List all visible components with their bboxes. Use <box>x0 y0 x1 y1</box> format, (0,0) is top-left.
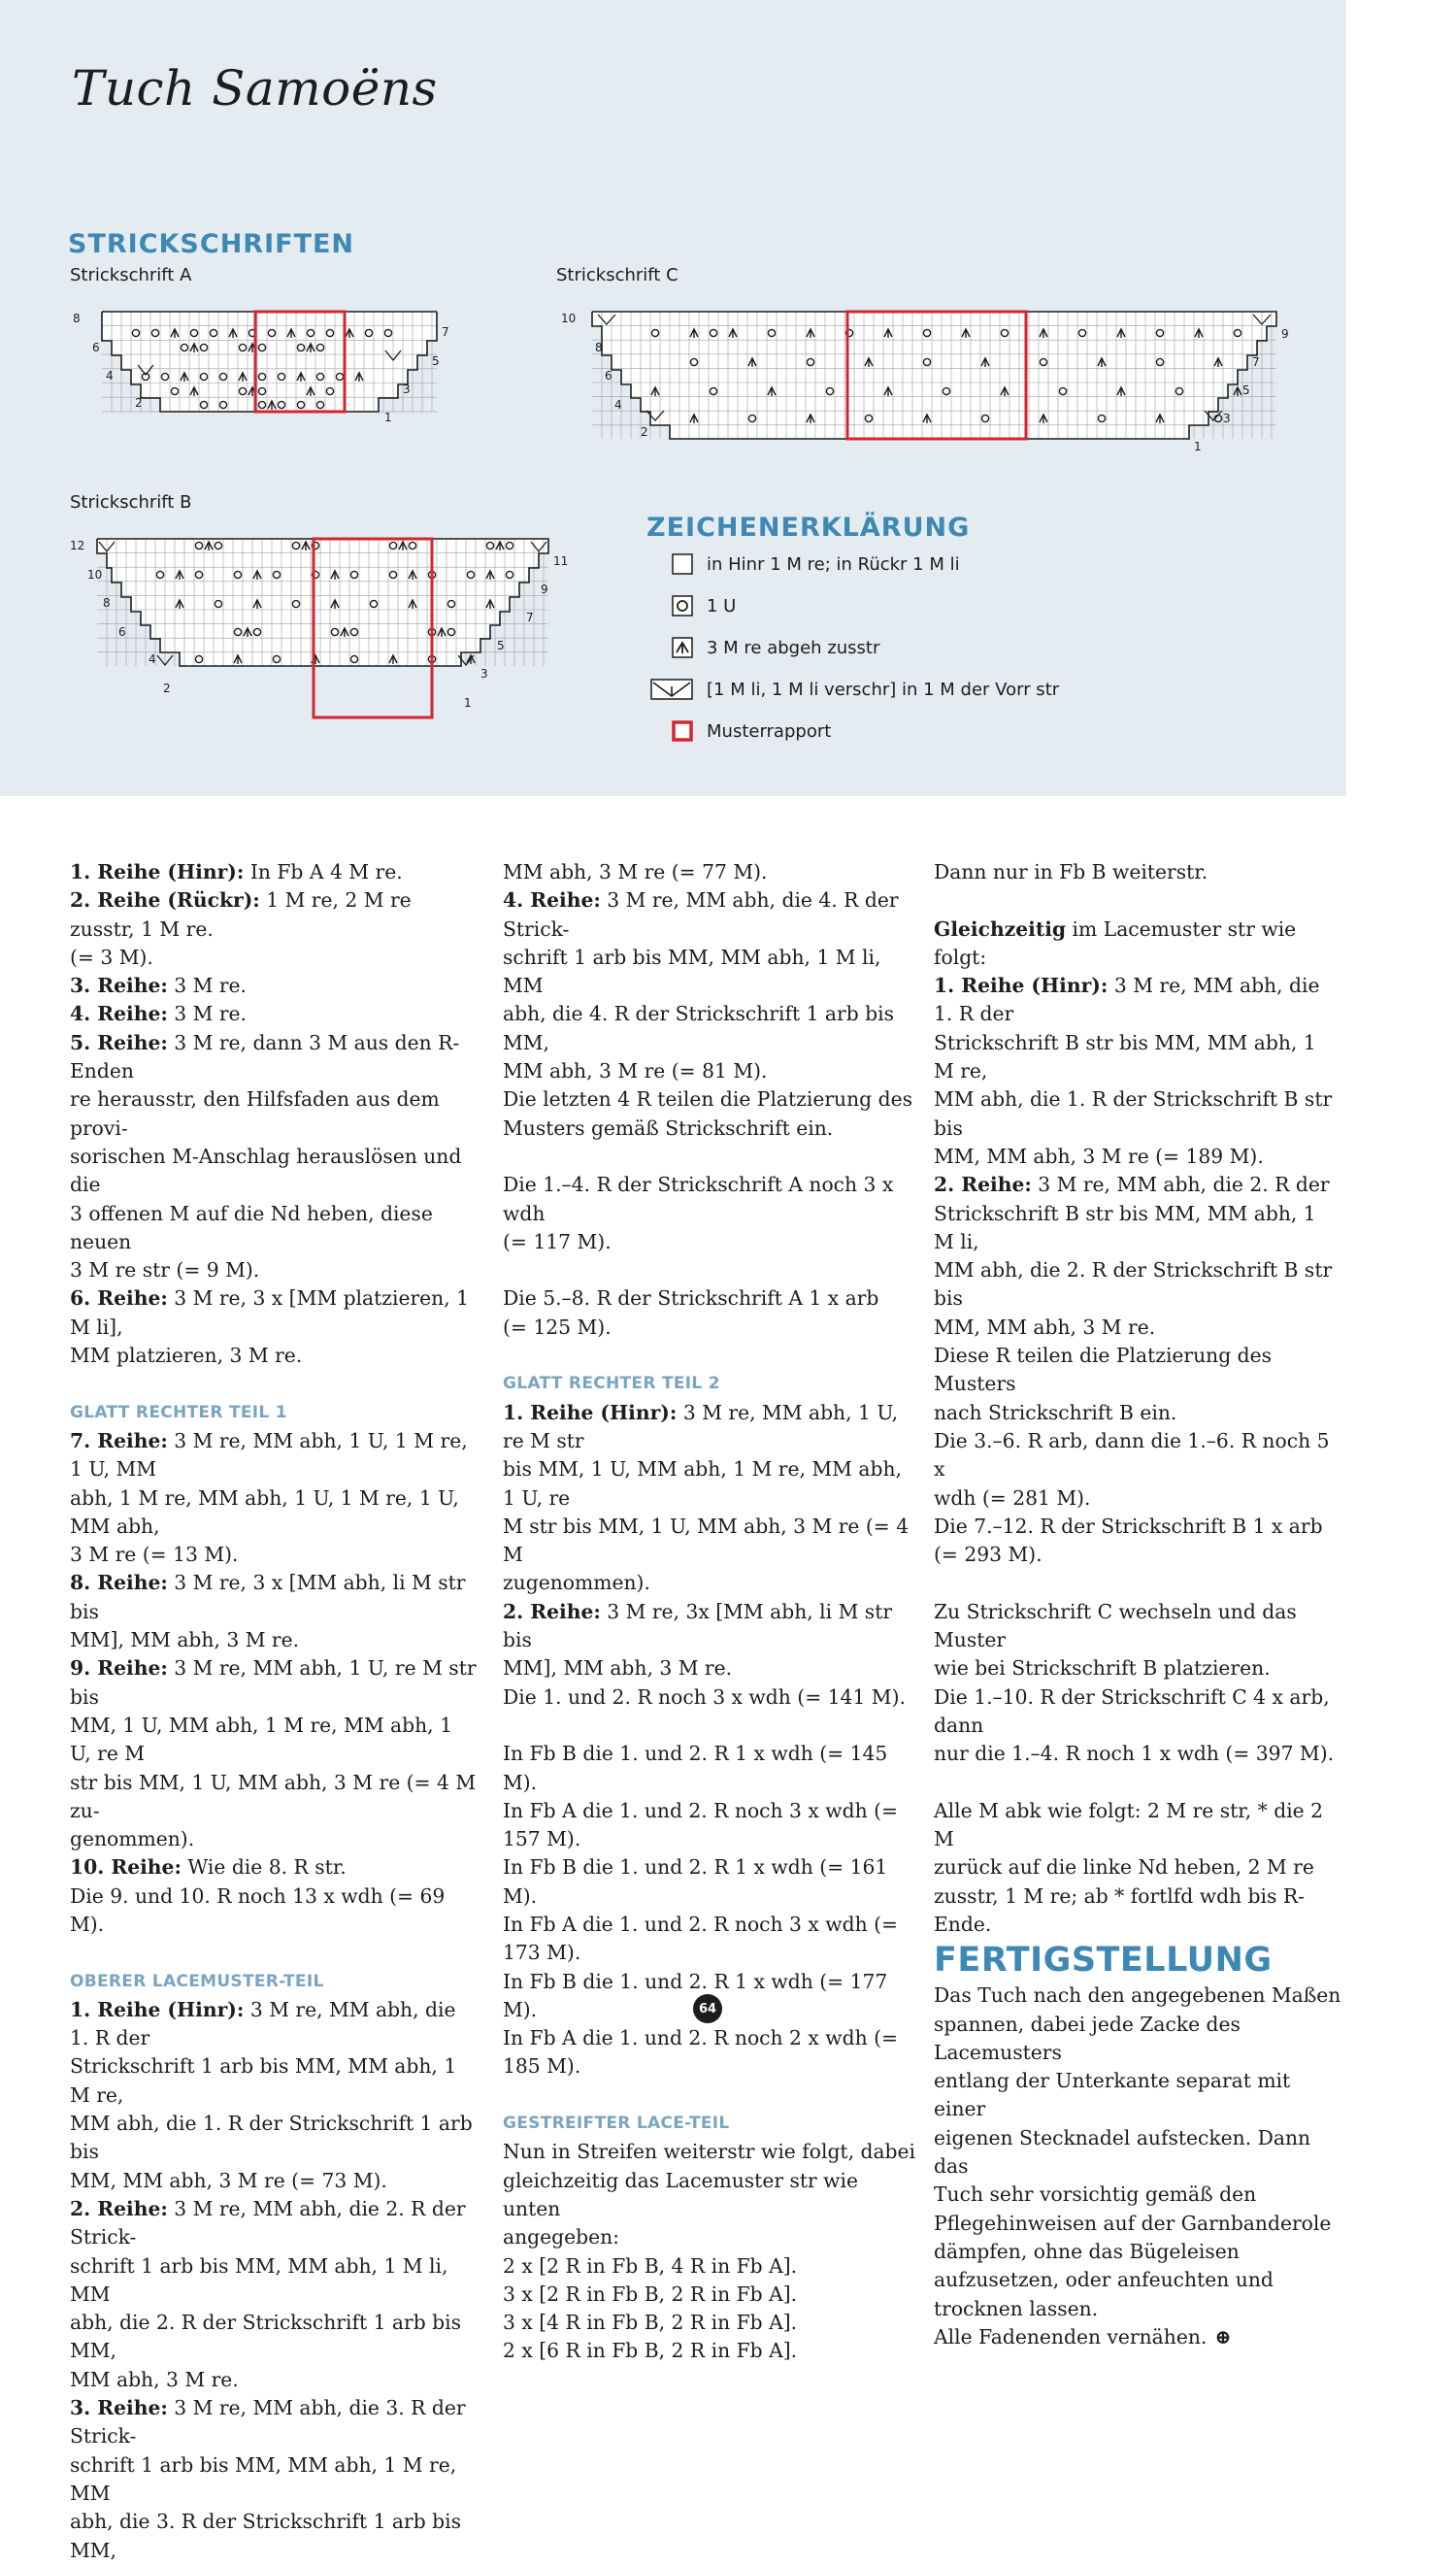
line-text: bis MM, 1 U, MM abh, 1 M re, MM abh, 1 U, re <box>503 1457 902 1510</box>
bold-lead: 2. Reihe: <box>70 2196 168 2220</box>
chart-a <box>68 309 456 435</box>
text-line <box>934 1427 1341 1484</box>
empty-square-icon <box>672 553 693 575</box>
line-text: entlang der Unterkante separat mit einer <box>934 2069 1291 2121</box>
section-subheading: GLATT RECHTER TEIL 2 <box>503 1374 720 1394</box>
text-line <box>70 2309 478 2366</box>
legend-item-knit <box>672 551 960 577</box>
line-text: zusstr, 1 M re; ab * fortlfd wdh bis R-Ende. <box>934 1883 1306 1936</box>
legend-item-increase <box>650 677 1059 702</box>
line-text: zugenommen). <box>503 1571 650 1595</box>
chart-a-row-3: 3 <box>403 383 411 396</box>
text-line <box>503 1115 920 1143</box>
line-text: MM abh, die 1. R der Strickschrift B str bis <box>934 1087 1333 1140</box>
text-line <box>70 2167 478 2195</box>
line-text: 3 M re, MM abh, die 2. R der Strick- <box>70 2196 466 2249</box>
text-line <box>503 2281 920 2309</box>
end-mark-icon: ⊕ <box>1214 2324 1232 2348</box>
text-line <box>503 1797 920 1854</box>
text-line <box>934 916 1341 973</box>
line-text: Diese R teilen die Platzierung des Musters <box>934 1344 1273 1396</box>
line-text: sorischen M-Anschlag herauslösen und die <box>70 1144 462 1197</box>
line-text: Die 1.–10. R der Strickschrift C 4 x arb, dann <box>934 1684 1330 1737</box>
line-text: Strickschrift B str bis MM, MM abh, 1 M re, <box>934 1030 1316 1083</box>
text-line <box>70 2110 478 2167</box>
text-line <box>503 1314 920 1342</box>
line-text: eigenen Stecknadel aufstecken. Dann das <box>934 2125 1311 2179</box>
text-line <box>503 2167 920 2224</box>
text-line <box>70 858 478 886</box>
legend-label: Musterrapport <box>707 720 832 742</box>
chart-c-row-8: 8 <box>595 341 603 354</box>
line-text: genommen). <box>70 1827 195 1851</box>
chart-c-row-4: 4 <box>614 398 622 412</box>
line-text: MM], MM abh, 3 M re. <box>70 1628 300 1652</box>
line-text: trocknen lassen. <box>934 2296 1099 2320</box>
text-line <box>70 1256 478 1284</box>
chart-b-row-9: 9 <box>541 583 548 596</box>
text-line <box>70 886 478 944</box>
line-text: Wie die 8. R str. <box>181 1855 347 1880</box>
line-text: abh, die 4. R der Strickschrift 1 arb bis MM, <box>503 1002 895 1054</box>
decrease-icon <box>672 637 693 658</box>
section-subheading: GLATT RECHTER TEIL 1 <box>70 1402 287 1422</box>
line-text: (= 117 M). <box>503 1229 612 1253</box>
line-text: 3 M re, 3 x [MM abh, li M str bis <box>70 1571 466 1623</box>
line-text: nach Strickschrift B ein. <box>934 1400 1177 1424</box>
line-text: abh, die 3. R der Strickschrift 1 arb bis MM, <box>70 2510 462 2562</box>
text-line <box>934 1541 1341 1569</box>
line-text: Das Tuch nach den angegebenen Maßen <box>934 1983 1341 2008</box>
line-text: wie bei Strickschrift B platzieren. <box>934 1656 1271 1681</box>
text-line <box>934 1982 1341 2010</box>
text-line <box>70 2195 478 2252</box>
text-line <box>934 2295 1341 2323</box>
text-line <box>503 1399 920 1456</box>
text-line <box>70 1996 478 2053</box>
text-line <box>503 1171 920 1228</box>
bold-lead: 1. Reihe (Hinr): <box>934 974 1109 998</box>
chart-c-row-10: 10 <box>561 312 577 325</box>
line-text: 3 M re, dann 3 M aus den R-Enden <box>70 1030 460 1083</box>
chart-c-row-7: 7 <box>1252 355 1260 369</box>
line-text: Strickschrift B str bis MM, MM abh, 1 M li, <box>934 1201 1316 1253</box>
chart-c <box>558 309 1296 464</box>
chart-b-row-10: 10 <box>87 568 103 582</box>
legend-label: 1 U <box>707 595 737 616</box>
text-line <box>934 1654 1341 1682</box>
text-line <box>70 944 478 972</box>
paragraph-gap <box>70 1370 478 1398</box>
legend-item-decrease <box>672 635 879 660</box>
text-line <box>70 1085 478 1143</box>
bold-lead: 3. Reihe: <box>70 2396 168 2420</box>
text-line <box>934 1740 1341 1768</box>
line-text: In Fb A 4 M re. <box>244 860 403 883</box>
bold-lead: 6. Reihe: <box>70 1286 168 1311</box>
line-text: 3 M re, MM abh, 1 U, re M str bis <box>70 1656 477 1709</box>
text-line <box>934 1171 1341 1199</box>
chart-b-row-3: 3 <box>480 667 488 681</box>
chart-b-row-4: 4 <box>149 652 156 666</box>
text-line <box>503 1598 920 1655</box>
line-text: MM, 1 U, MM abh, 1 M re, MM abh, 1 U, re M <box>70 1713 452 1766</box>
line-text: Nun in Streifen weiterstr wie folgt, dabei <box>503 2140 916 2164</box>
line-text: 3 M re, MM abh, die 3. R der Strick- <box>70 2396 466 2448</box>
chart-b-row-12: 12 <box>70 539 85 552</box>
line-text: MM, MM abh, 3 M re (= 189 M). <box>934 1144 1264 1168</box>
chart-c-row-1: 1 <box>1194 440 1202 453</box>
line-text: In Fb B die 1. und 2. R 1 x wdh (= 145 M). <box>503 1742 888 1794</box>
bold-lead: 7. Reihe: <box>70 1428 168 1452</box>
text-line <box>503 1683 920 1712</box>
text-line <box>503 858 920 886</box>
line-text: Die letzten 4 R teilen die Platzierung des <box>503 1087 912 1112</box>
line-text: 3 x [2 R in Fb B, 2 R in Fb A]. <box>503 2282 798 2306</box>
text-line <box>70 1200 478 1257</box>
chart-c-row-5: 5 <box>1242 383 1250 397</box>
line-text: Die 1.–4. R der Strickschrift A noch 3 x wdh <box>503 1173 894 1225</box>
section-subheading: GESTREIFTER LACE-TEIL <box>503 2114 730 2134</box>
chart-c-row-3: 3 <box>1223 412 1231 425</box>
chart-b-row-5: 5 <box>497 639 505 652</box>
charts-heading: STRICKSCHRIFTEN <box>68 229 355 259</box>
chart-c-row-6: 6 <box>605 369 612 383</box>
line-text: In Fb A die 1. und 2. R noch 3 x wdh (= 173 M). <box>503 1912 899 1965</box>
line-text: dämpfen, ohne das Bügeleisen <box>934 2239 1240 2263</box>
bold-lead: 10. Reihe: <box>70 1855 182 1880</box>
chart-b-row-11: 11 <box>553 554 569 568</box>
line-text: 3 M re. <box>167 974 247 998</box>
chart-a-row-5: 5 <box>432 354 440 368</box>
text-line <box>934 858 1341 886</box>
text-line <box>934 1797 1341 1854</box>
chart-b-label: Strickschrift B <box>70 492 192 513</box>
line-text: re herausstr, den Hilfsfaden aus dem provi- <box>70 1087 440 1140</box>
text-line <box>503 2138 920 2166</box>
text-line <box>934 2323 1341 2351</box>
line-text: 3 offenen M auf die Nd heben, diese neuen <box>70 1201 433 1253</box>
line-text: nur die 1.–4. R noch 1 x wdh (= 397 M). <box>934 1742 1335 1766</box>
line-text: 3 M re. <box>167 1002 247 1026</box>
line-text: Tuch sehr vorsichtig gemäß den <box>934 2182 1257 2207</box>
chart-c-row-9: 9 <box>1281 327 1289 341</box>
text-line <box>503 944 920 1001</box>
line-text: schrift 1 arb bis MM, MM abh, 1 M li, MM <box>503 945 881 998</box>
section-heading: FERTIGSTELLUNG <box>934 1941 1273 1981</box>
text-line <box>934 1484 1341 1513</box>
chart-b-row-1: 1 <box>464 696 472 710</box>
line-text: MM abh, 3 M re (= 81 M). <box>503 1059 768 1083</box>
line-text: MM, MM abh, 3 M re (= 73 M). <box>70 2168 387 2192</box>
line-text: 3 M re, MM abh, 1 U, 1 M re, 1 U, MM <box>70 1428 468 1482</box>
bold-lead: 8. Reihe: <box>70 1571 168 1595</box>
text-line <box>503 2309 920 2337</box>
line-text: (= 3 M). <box>70 945 153 969</box>
text-line <box>70 1541 478 1569</box>
text-line <box>934 1853 1341 1882</box>
paragraph-gap <box>503 1143 920 1171</box>
line-text: In Fb A die 1. und 2. R noch 3 x wdh (= 157 M). <box>503 1798 899 1851</box>
bold-lead: 3. Reihe: <box>70 974 168 998</box>
line-text: Die 5.–8. R der Strickschrift A 1 x arb <box>503 1286 879 1311</box>
text-line <box>503 1853 920 1911</box>
line-text: Die 9. und 10. R noch 13 x wdh (= 69 M). <box>70 1883 446 1936</box>
text-line <box>503 1513 920 1570</box>
text-line <box>934 1314 1341 1342</box>
bold-lead: 2. Reihe: <box>934 1173 1032 1197</box>
text-line <box>934 1143 1341 1171</box>
line-text: In Fb B die 1. und 2. R 1 x wdh (= 177 M). <box>503 1969 888 2021</box>
text-column-3 <box>934 858 1341 2351</box>
chart-b <box>68 536 592 720</box>
paragraph-gap <box>70 1939 478 1967</box>
chart-a-row-8: 8 <box>73 312 81 325</box>
text-line <box>934 2124 1341 2182</box>
page-number: 64 <box>693 1994 722 2023</box>
text-line <box>503 1057 920 1085</box>
paragraph-gap <box>934 1569 1341 1597</box>
text-column-1 <box>70 858 478 2565</box>
text-line <box>934 1683 1341 1741</box>
bold-lead: 1. Reihe (Hinr): <box>70 1997 245 2021</box>
text-line <box>70 2451 478 2509</box>
text-line <box>934 1399 1341 1427</box>
text-line <box>70 2366 478 2394</box>
text-line <box>503 1455 920 1513</box>
line-text: im Lacemuster str wie folgt: <box>934 916 1297 969</box>
text-line <box>934 2067 1341 2124</box>
text-line <box>934 1882 1341 1940</box>
legend-item-repeat <box>672 718 831 744</box>
text-line <box>70 1143 478 1200</box>
text-line <box>70 2394 478 2451</box>
text-line <box>503 2252 920 2281</box>
line-text: MM abh, 3 M re. <box>70 2367 239 2391</box>
chart-b-row-7: 7 <box>526 611 534 624</box>
legend-label: [1 M li, 1 M li verschr] in 1 M der Vorr str <box>707 679 1060 700</box>
text-line <box>70 972 478 1000</box>
line-text: schrift 1 arb bis MM, MM abh, 1 M li, MM <box>70 2253 448 2306</box>
text-line <box>934 2011 1341 2068</box>
chart-a-row-2: 2 <box>135 396 143 410</box>
text-line <box>503 1228 920 1256</box>
line-text: Alle Fadenenden vernähen. <box>934 2324 1208 2348</box>
text-line <box>70 1654 478 1712</box>
text-line <box>503 1740 920 1797</box>
text-line <box>934 2238 1341 2266</box>
text-line <box>503 2337 920 2365</box>
text-line <box>70 1712 478 1769</box>
line-text: MM abh, die 2. R der Strickschrift B str bis <box>934 1258 1333 1311</box>
line-text: MM], MM abh, 3 M re. <box>503 1656 733 1681</box>
paragraph-gap <box>503 1256 920 1284</box>
line-text: MM abh, die 1. R der Strickschrift 1 arb bis <box>70 2112 473 2164</box>
text-line <box>70 2508 478 2565</box>
line-text: 3 M re, 3x [MM abh, li M str bis <box>503 1599 893 1652</box>
text-line <box>70 1484 478 1542</box>
line-text: str bis MM, 1 U, MM abh, 3 M re (= 4 M zu- <box>70 1770 477 1822</box>
section-subheading: OBERER LACEMUSTER-TEIL <box>70 1971 324 1991</box>
text-line <box>70 2252 478 2310</box>
text-line <box>70 1769 478 1826</box>
line-text: MM abh, 3 M re (= 77 M). <box>503 860 768 883</box>
line-text: wdh (= 281 M). <box>934 1485 1091 1510</box>
text-line <box>70 1825 478 1853</box>
legend-item-yarn-over <box>672 593 736 618</box>
text-line <box>70 1626 478 1654</box>
text-line <box>503 1569 920 1597</box>
page-title: Tuch Samoëns <box>72 60 438 117</box>
paragraph-gap <box>934 1769 1341 1797</box>
line-text: Musters gemäß Strickschrift ein. <box>503 1116 834 1140</box>
bold-lead: 5. Reihe: <box>70 1030 168 1054</box>
line-text: spannen, dabei jede Zacke des Lacemusters <box>934 2012 1241 2064</box>
line-text: In Fb A die 1. und 2. R noch 2 x wdh (= 185 M). <box>503 2026 899 2079</box>
text-line <box>934 2181 1341 2209</box>
text-line <box>934 1598 1341 1655</box>
text-line <box>503 2024 920 2082</box>
line-text: Dann nur in Fb B weiterstr. <box>934 860 1208 883</box>
text-line <box>934 972 1341 1029</box>
chart-a-row-1: 1 <box>384 411 392 424</box>
line-text: gleichzeitig das Lacemuster str wie unten <box>503 2168 859 2220</box>
line-text: Die 3.–6. R arb, dann die 1.–6. R noch 5 x <box>934 1428 1330 1482</box>
line-text: Die 7.–12. R der Strickschrift B 1 x arb <box>934 1514 1323 1538</box>
yarn-over-icon <box>672 595 693 616</box>
text-line <box>934 2210 1341 2238</box>
line-text: 3 M re str (= 9 M). <box>70 1258 260 1282</box>
text-line <box>70 1569 478 1626</box>
text-line <box>70 1000 478 1028</box>
line-text: schrift 1 arb bis MM, MM abh, 1 M re, MM <box>70 2452 457 2505</box>
increase-icon <box>650 679 693 700</box>
chart-c-row-2: 2 <box>641 425 648 439</box>
line-text: 3 x [4 R in Fb B, 2 R in Fb A]. <box>503 2311 798 2335</box>
line-text: 1 M re, 2 M re zusstr, 1 M re. <box>70 888 412 941</box>
line-text: Alle M abk wie folgt: 2 M re str, * die 2 M <box>934 1798 1324 1851</box>
line-text: zurück auf die linke Nd heben, 2 M re <box>934 1855 1314 1880</box>
bold-lead: 4. Reihe: <box>503 888 601 913</box>
bold-lead: 1. Reihe (Hinr): <box>70 860 245 883</box>
bold-lead: 4. Reihe: <box>70 1002 168 1026</box>
chart-a-row-4: 4 <box>106 369 114 383</box>
line-text: 3 M re, MM abh, die 4. R der Strick- <box>503 888 899 941</box>
text-line <box>70 2052 478 2110</box>
bold-lead: 1. Reihe (Hinr): <box>503 1400 678 1424</box>
chart-a-label: Strickschrift A <box>70 265 192 285</box>
line-text: angegeben: <box>503 2225 620 2249</box>
text-line <box>70 1342 478 1370</box>
line-text: MM, MM abh, 3 M re. <box>934 1315 1156 1339</box>
chart-b-row-8: 8 <box>103 596 111 610</box>
line-text: 3 M re (= 13 M). <box>70 1543 239 1567</box>
text-line <box>503 1654 920 1682</box>
text-line <box>70 1853 478 1882</box>
line-text: Pflegehinweisen auf der Garnbanderole <box>934 2211 1332 2235</box>
chart-a-row-6: 6 <box>92 341 100 354</box>
legend-heading: ZEICHENERKLÄRUNG <box>646 513 971 543</box>
text-line <box>934 1200 1341 1257</box>
text-line <box>503 1085 920 1114</box>
text-line <box>503 1284 920 1313</box>
text-line <box>934 1085 1341 1143</box>
text-line <box>70 1882 478 1940</box>
repeat-icon <box>672 720 693 742</box>
line-text: In Fb B die 1. und 2. R 1 x wdh (= 161 M). <box>503 1855 888 1908</box>
line-text: (= 293 M). <box>934 1543 1042 1567</box>
line-text: 2 x [6 R in Fb B, 2 R in Fb A]. <box>503 2339 798 2363</box>
line-text: 2 x [2 R in Fb B, 4 R in Fb A]. <box>503 2253 798 2278</box>
text-line <box>503 2223 920 2251</box>
legend-label: in Hinr 1 M re; in Rückr 1 M li <box>707 553 960 575</box>
paragraph-gap <box>503 2082 920 2110</box>
text-column-2 <box>503 858 920 2366</box>
line-text: aufzusetzen, oder anfeuchten und <box>934 2268 1274 2292</box>
bold-lead: 2. Reihe (Rückr): <box>70 888 260 913</box>
paragraph-gap <box>503 1712 920 1740</box>
chart-b-row-6: 6 <box>118 625 126 639</box>
line-text: M str bis MM, 1 U, MM abh, 3 M re (= 4 M <box>503 1514 910 1567</box>
chart-a-row-7: 7 <box>442 325 449 339</box>
line-text: 3 M re, MM abh, die 1. R der <box>934 974 1320 1026</box>
line-text: 3 M re, MM abh, die 2. R der <box>1031 1173 1330 1197</box>
text-line <box>934 1513 1341 1541</box>
line-text: abh, die 2. R der Strickschrift 1 arb bis MM, <box>70 2311 462 2363</box>
text-line <box>934 2266 1341 2294</box>
chart-b-row-2: 2 <box>163 682 171 695</box>
line-text: 3 M re, 3 x [MM platzieren, 1 M li], <box>70 1286 470 1339</box>
line-text: MM platzieren, 3 M re. <box>70 1344 303 1368</box>
chart-c-label: Strickschrift C <box>556 265 678 285</box>
paragraph-gap <box>503 1342 920 1370</box>
line-text: 3 M re, MM abh, 1 U, re M str <box>503 1400 899 1452</box>
text-line <box>70 1427 478 1484</box>
text-line <box>934 1029 1341 1086</box>
line-text: 3 M re, MM abh, die 1. R der <box>70 1997 456 2050</box>
bold-lead: Gleichzeitig <box>934 916 1067 941</box>
text-line <box>934 1256 1341 1314</box>
text-line <box>70 1029 478 1086</box>
text-line <box>503 1911 920 1968</box>
bold-lead: 9. Reihe: <box>70 1656 168 1681</box>
bold-lead: 2. Reihe: <box>503 1599 601 1623</box>
line-text: (= 125 M). <box>503 1315 612 1339</box>
line-text: Zu Strickschrift C wechseln und das Muster <box>934 1599 1297 1652</box>
text-line <box>503 1000 920 1057</box>
line-text: abh, 1 M re, MM abh, 1 U, 1 M re, 1 U, MM abh, <box>70 1485 459 1538</box>
text-line <box>934 1342 1341 1399</box>
text-line <box>70 1284 478 1342</box>
line-text: Die 1. und 2. R noch 3 x wdh (= 141 M). <box>503 1684 906 1709</box>
legend-label: 3 M re abgeh zusstr <box>707 637 880 658</box>
text-line <box>503 886 920 944</box>
line-text: Strickschrift 1 arb bis MM, MM abh, 1 M re, <box>70 2054 457 2107</box>
paragraph-gap <box>934 886 1341 915</box>
